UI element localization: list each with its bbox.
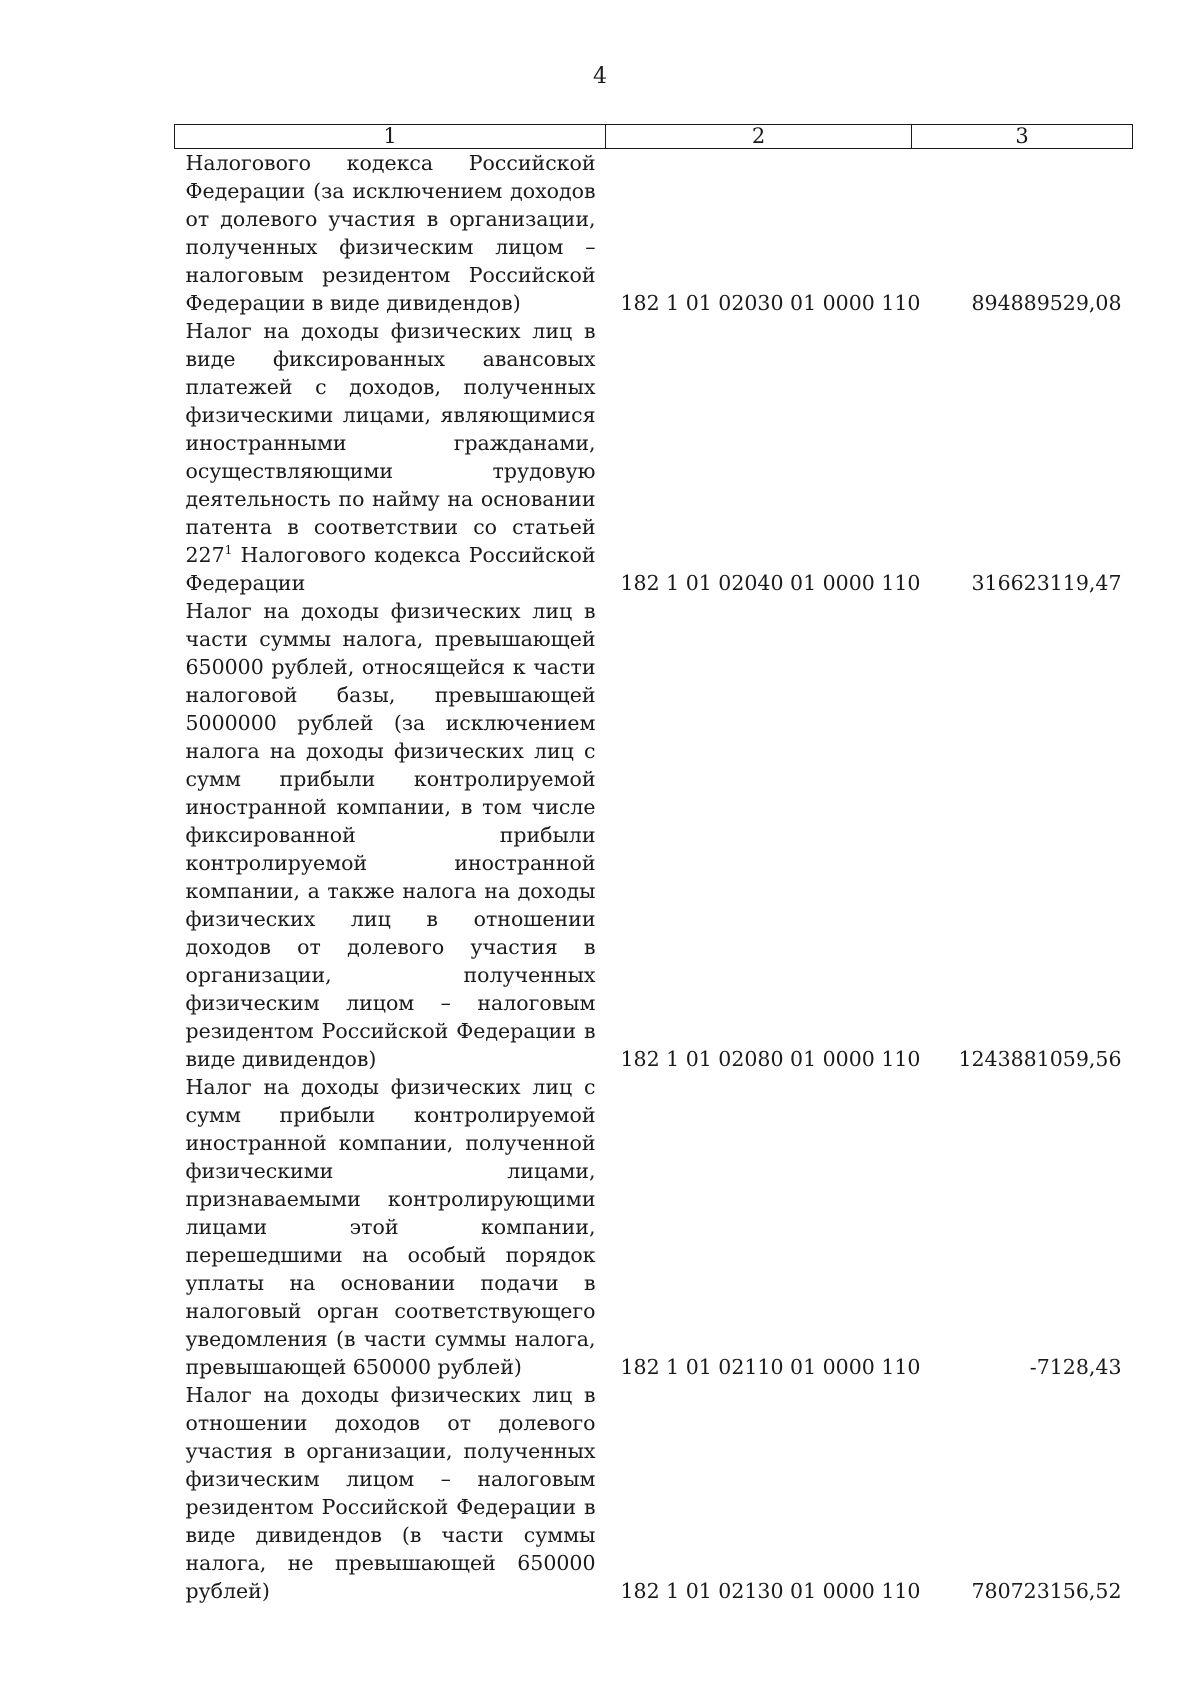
- row-code: 182 1 01 02040 01 0000 110: [620, 571, 921, 595]
- row-name: Налогового кодекса Российской Федерации (за исключением доходов от долевого участия в организации, полученных физическим лицом – налоговым резидентом Российской Федерации в виде дивидендов): [185, 151, 596, 315]
- table-row: [175, 1073, 1133, 1381]
- row-amount: -7128,43: [1029, 1355, 1122, 1379]
- row-code: 182 1 01 02110 01 0000 110: [620, 1355, 921, 1379]
- row-name: [175, 317, 606, 597]
- row-name: Налог на доходы физических лиц в отношении доходов от долевого участия в организации, полученных физическим лицом – налоговым резидентом Российской Федерации в виде дивидендов (в части суммы налога, не превышающей 650000 рублей): [185, 1383, 596, 1603]
- row-name: Налог на доходы физических лиц с сумм прибыли контролируемой иностранной компании, полученной физическими лицами, признаваемыми контролирующими лицами этой компании, перешедшими на особый порядок уплаты на основании подачи в налоговый орган соответствующего уведомления (в части суммы налога, превышающей 650000 рублей): [185, 1075, 596, 1379]
- header-row: [175, 125, 1133, 149]
- column-header-3: 3: [912, 125, 1133, 149]
- row-amount: 894889529,08: [971, 291, 1122, 315]
- row-code: 182 1 01 02130 01 0000 110: [620, 1579, 921, 1603]
- row-name-text: Налог на доходы физических лиц в виде фиксированных авансовых платежей с доходов, полученных физическими лицами, являющимися иностранными гражданами, осуществляющими трудовую деятельность по найму на основании патента в соответствии со статьей 227: [185, 319, 596, 567]
- column-header-2: 2: [606, 125, 912, 149]
- table-row: [175, 149, 1133, 318]
- revenue-table: [174, 124, 1133, 1605]
- table-row: [175, 1381, 1133, 1605]
- row-amount: 316623119,47: [971, 571, 1122, 595]
- page-number: 4: [593, 64, 607, 89]
- table-row: [175, 597, 1133, 1073]
- row-code: 182 1 01 02030 01 0000 110: [620, 291, 921, 315]
- row-amount: 1243881059,56: [958, 1047, 1122, 1071]
- column-header-1: 1: [175, 125, 606, 149]
- row-name: Налог на доходы физических лиц в части суммы налога, превышающей 650000 рублей, относящейся к части налоговой базы, превышающей 5000000 рублей (за исключением налога на доходы физических лиц с сумм прибыли контролируемой иностранной компании, в том числе фиксированной прибыли контролируемой иностранной компании, а также налога на доходы физических лиц в отношении доходов от долевого участия в организации, полученных физическим лицом – налоговым резидентом Российской Федерации в виде дивидендов): [185, 599, 596, 1071]
- table-row: [175, 317, 1133, 597]
- table-body: [175, 149, 1133, 1606]
- row-name-superscript: 1: [224, 543, 233, 558]
- row-amount: 780723156,52: [971, 1579, 1122, 1603]
- row-code: 182 1 01 02080 01 0000 110: [620, 1047, 921, 1071]
- table-header: [175, 125, 1133, 149]
- row-name-tail: Налогового кодекса Российской Федерации: [185, 543, 596, 595]
